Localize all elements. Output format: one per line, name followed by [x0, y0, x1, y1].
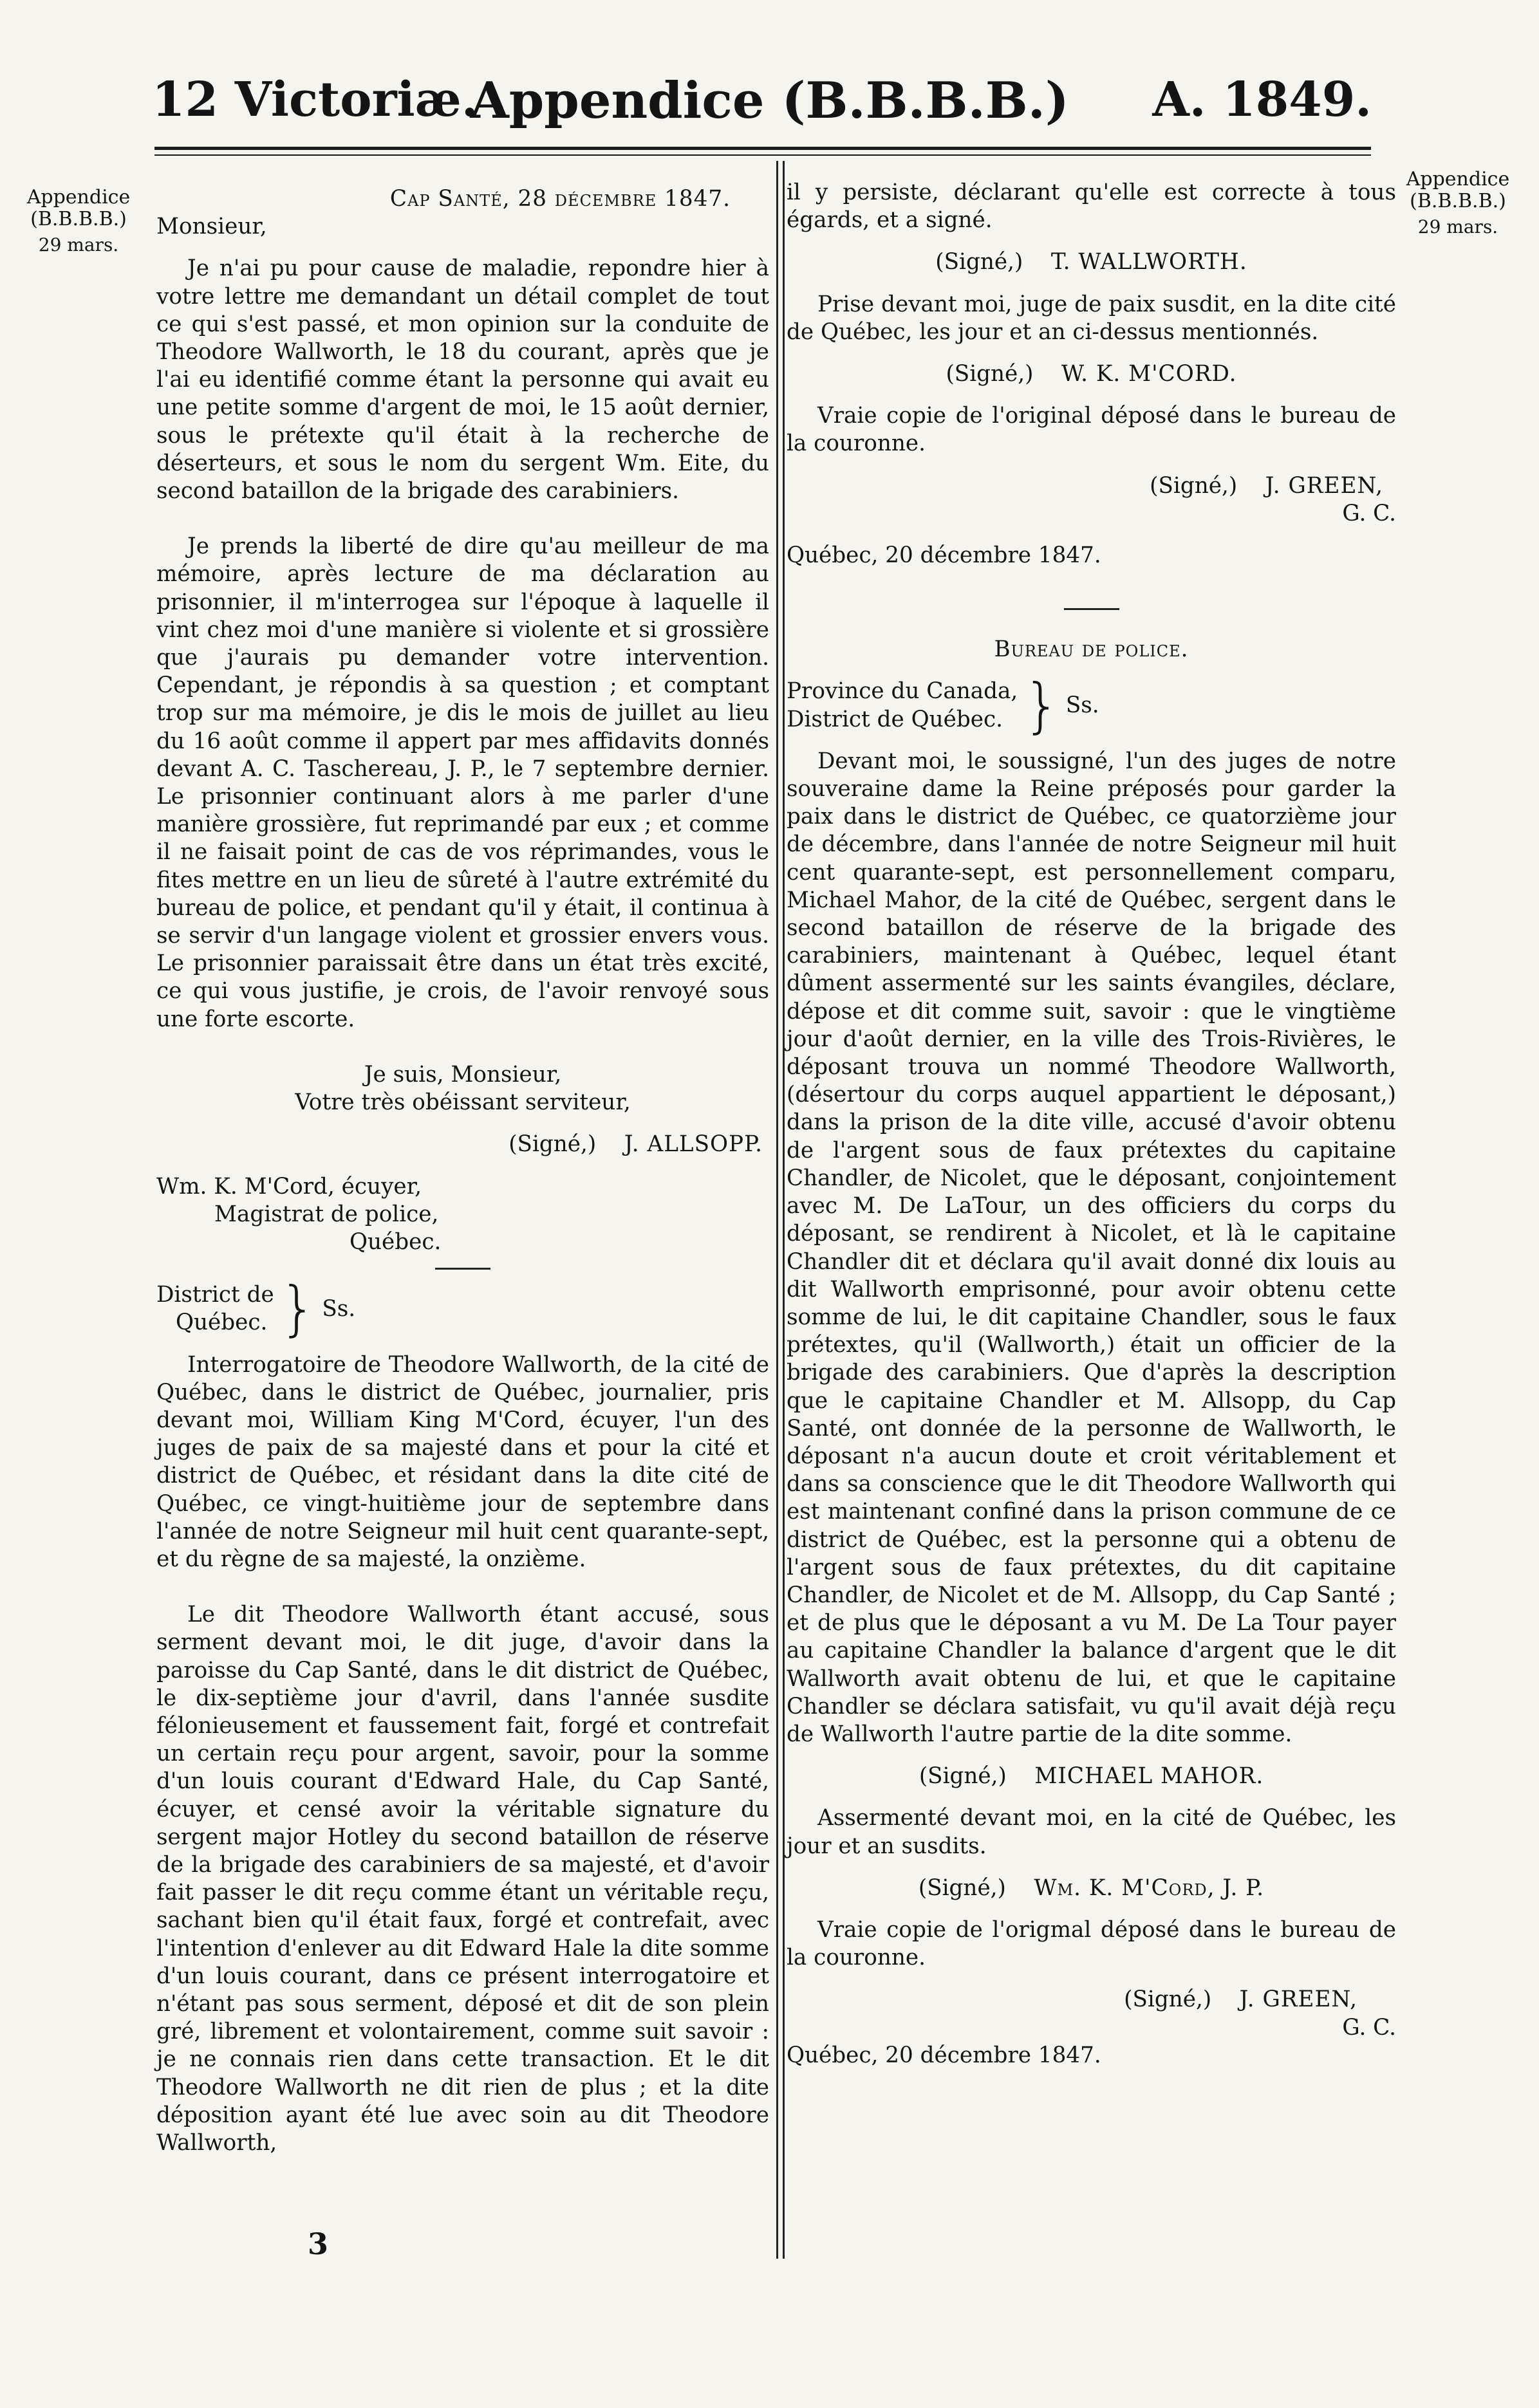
right-column [787, 179, 1396, 2070]
letter-paragraph: Je n'ai pu pour cause de maladie, repondre hier à votre lettre me demandant un détail complet de tout ce qui s'est passé, et mon opinion sur la conduite de Theodore Wallworth, le 18 du courant, après que je l'ai eu identifié comme étant la personne qui avait eu une petite somme d'argent de moi, le 15 août dernier, sous le prétexte qu'il était à la recherche de déserteurs, et sous le nom du sergent Wm. Eite, du second bataillon de la brigade des carabiniers. [156, 255, 769, 505]
province-line: Province du Canada, [787, 678, 1018, 705]
margin-note-left [8, 187, 149, 255]
signature-line [787, 1875, 1396, 1902]
letter-salutation: Monsieur, [156, 214, 267, 240]
page-number: 3 [308, 2227, 329, 2261]
interrogation-paragraph: Interrogatoire de Theodore Wallworth, de la cité de Québec, dans le district de Québec, journalier, pris devant moi, William King M'Cord, écuyer, l'un des juges de paix de sa majesté dans et pour la cité et district de Québec, et résidant dans la dite cité de Québec, ce vingt-huitième jour de septembre dans l'année de notre Seigneur mil huit cent quarante-sept, et du règne de sa majesté, la onzième. [156, 1351, 769, 1572]
sworn-statement: Assermenté devant moi, en la cité de Québec, les jour et an susdits. [787, 1805, 1396, 1859]
document-date: Québec, 20 décembre 1847. [787, 2042, 1101, 2068]
deposition-paragraph: Prise devant moi, juge de paix susdit, en la dite cité de Québec, les jour et an ci-dessus mentionnés. [787, 291, 1396, 345]
margin-date: 29 mars. [1417, 216, 1498, 238]
signed-label: (Signé,) [1150, 472, 1238, 499]
section-divider [1064, 608, 1119, 610]
copy-certification: Vraie copie de l'original déposé dans le bureau de la couronne. [787, 403, 1396, 457]
letter-dateline: Cap Santé, 28 décembre 1847. [389, 186, 731, 212]
header-title: Appendice (B.B.B.B.) [470, 71, 1069, 130]
header-rule-thin [154, 154, 1371, 156]
signer-name: J. GREEN, [1239, 1987, 1357, 2013]
signed-label: (Signé,) [946, 361, 1034, 387]
recipient-name: Wm. K. M'Cord, écuyer, [156, 1173, 422, 1199]
margin-note-right [1381, 169, 1535, 237]
margin-label: Appendice (B.B.B.B.) [26, 186, 131, 230]
letter-paragraph: Je prends la liberté de dire qu'au meilleur de ma mémoire, après lecture de ma déclaration au prisonnier, il m'interrogea sur l'époque à laquelle il vint chez moi d'une manière si violente et si grossière que j'aurais pu demander votre intervention. Cependant, je répondis à sa question ; et comptant trop sur ma mémoire, je dis le mois de juillet au lieu du 16 août comme il appert par mes affidavits donnés devant A. C. Taschereau, J. P., le 7 septembre dernier. Le prisonnier continuant alors à me parler d'une manière grossière, fut reprimandé par eux ; et comme il ne faisait point de cas de vos réprimandes, vous le fites mettre en un lieu de sûreté à l'autre extrémité du bureau de police, et pendant qu'il y était, il continua à se servir d'un langage violent et grossier envers vous. Le prisonnier paraissait être dans un état très excité, ce qui vous justifie, je crois, de l'avoir renvoyé sous une forte escorte. [156, 533, 769, 1032]
signer-title: G. C. [1342, 500, 1396, 526]
signed-label: (Signé,) [918, 1875, 1006, 1901]
signer-name: W. K. M'CORD. [1061, 361, 1237, 387]
signer-name: J. GREEN, [1265, 472, 1383, 499]
signature-line [156, 1131, 769, 1158]
district-block [156, 1274, 769, 1344]
ss-label: Ss. [1065, 692, 1099, 719]
district-block [787, 671, 1396, 740]
signed-label: (Signé,) [919, 1763, 1007, 1790]
section-divider [435, 1268, 490, 1270]
signer-name: Wm. K. M'Cord, J. P. [1034, 1875, 1265, 1901]
affidavit-paragraph: Devant moi, le soussigné, l'un des juges de notre souveraine dame la Reine préposés pour garder la paix dans le district de Québec, ce quatorzième jour de décembre, dans l'année de notre Seigneur mil huit cent quarante-sept, est personnellement comparu, Michael Mahor, de la cité de Québec, sergent dans le second bataillon de réserve de la brigade des carabiniers, maintenant à Québec, lequel étant dûment assermenté sur les saints évangiles, déclare, dépose et dit comme suit, savoir : que le vingtième jour d'août dernier, en la ville des Trois-Rivières, le déposant trouva un nommé Theodore Wallworth, (désertour du corps auquel appartient le déposant,) dans la prison de la dite ville, accusé d'avoir obtenu de l'argent sous de faux prétextes du capitaine Chandler, de Nicolet, que le déposant, conjointement avec M. De LaTour, un des officiers du corps du déposant, se rendirent à Nicolet, et là le capitaine Chandler dit et déclara qu'il avait donné dix louis au dit Wallworth emprisonné, pour avoir obtenu cette somme de lui, le dit capitaine Chandler, sous le faux prétextes, qu'il (Wallworth,) était un officier de la brigade des carabiniers. Que d'après la description que le capitaine Chandler et M. Allsopp, du Cap Santé, ont donnée de la personne de Wallworth, le déposant n'a aucun doute et croit véritablement et dans sa conscience que le dit Theodore Wallworth qui est maintenant confiné dans la prison commune de ce district de Québec, est la personne qui a obtenu de l'argent sous de faux prétextes, du dit capitaine Chandler, de Nicolet et de M. Allsopp, du Cap Santé ; et de plus que le déposant a vu M. De La Tour payer au capitaine Chandler la balance d'argent que le dit Wallworth avait obtenu de lui, et que le capitaine Chandler se déclara satisfait, vu qu'il avait déjà reçu de Wallworth l'autre partie de la dite somme. [787, 748, 1396, 1747]
signature-line [787, 360, 1396, 388]
district-line: District de Québec. [787, 706, 1003, 732]
signature-line [787, 248, 1396, 276]
header-year: A. 1849. [1152, 72, 1372, 127]
deposition-paragraph: il y persiste, déclarant qu'elle est correcte à tous égards, et a signé. [787, 180, 1396, 234]
brace-icon: } [1023, 671, 1061, 740]
district-line: Québec. [176, 1310, 268, 1336]
interrogation-paragraph: Le dit Theodore Wallworth étant accusé, sous serment devant moi, le dit juge, d'avoir dans la paroisse du Cap Santé, dans le dit district de Québec, le dix-septième jour d'avril, dans l'année susdite félonieusement et faussement fait, forgé et contrefait un certain reçu pour argent, savoir, pour la somme d'un louis courant d'Edward Hale, du Cap Santé, écuyer, et censé avoir la véritable signature du sergent major Hotley du second bataillon de réserve de la brigade des carabiniers de sa majesté, et d'avoir fait passer le dit reçu comme étant un véritable reçu, sachant bien qu'il était faux, forgé et contrefait, avec l'intention d'enlever au dit Edward Hale la dite somme d'un louis courant, dans ce présent interrogatoire et n'étant pas sous serment, déposé et dit de son plein gré, librement et volontairement, comme suit savoir : je ne connais rien dans cette transaction. Et le dit Theodore Wallworth ne dit rien de plus ; et la dite déposition ayant été lue avec soin au dit Theodore Wallworth, [156, 1602, 769, 2156]
brace-icon: } [279, 1274, 317, 1344]
margin-label: Appendice (B.B.B.B.) [1406, 168, 1510, 212]
signature-line [787, 1763, 1396, 1790]
column-divider-right [783, 161, 785, 2259]
left-column [156, 185, 769, 2157]
copy-certification: Vraie copie de l'origmal déposé dans le bureau de la couronne. [787, 1916, 1396, 1971]
section-heading: Bureau de police. [994, 636, 1189, 663]
recipient-title: Magistrat de police, [214, 1201, 439, 1227]
signer-name: MICHAEL MAHOR. [1034, 1763, 1264, 1790]
recipient-city: Québec. [350, 1228, 442, 1255]
header-rule-thick [154, 147, 1371, 150]
letter-closing: Je suis, Monsieur, [364, 1061, 562, 1088]
signature-line [787, 472, 1396, 500]
column-divider-left [776, 161, 778, 2259]
signer-name: T. WALLWORTH. [1050, 249, 1247, 275]
signed-label: (Signé,) [508, 1131, 597, 1158]
header-regnal-year: 12 Victoriæ. [152, 72, 478, 127]
signed-label: (Signé,) [935, 249, 1023, 275]
signer-name: J. ALLSOPP. [624, 1131, 763, 1158]
margin-date: 29 mars. [38, 234, 119, 256]
district-line: District de [156, 1282, 274, 1308]
signature-line [787, 1986, 1396, 2014]
signer-title: G. C. [1342, 2014, 1396, 2041]
letter-closing: Votre très obéissant serviteur, [295, 1089, 631, 1116]
signed-label: (Signé,) [1124, 1987, 1212, 2013]
document-date: Québec, 20 décembre 1847. [787, 542, 1101, 569]
ss-label: Ss. [322, 1295, 356, 1322]
